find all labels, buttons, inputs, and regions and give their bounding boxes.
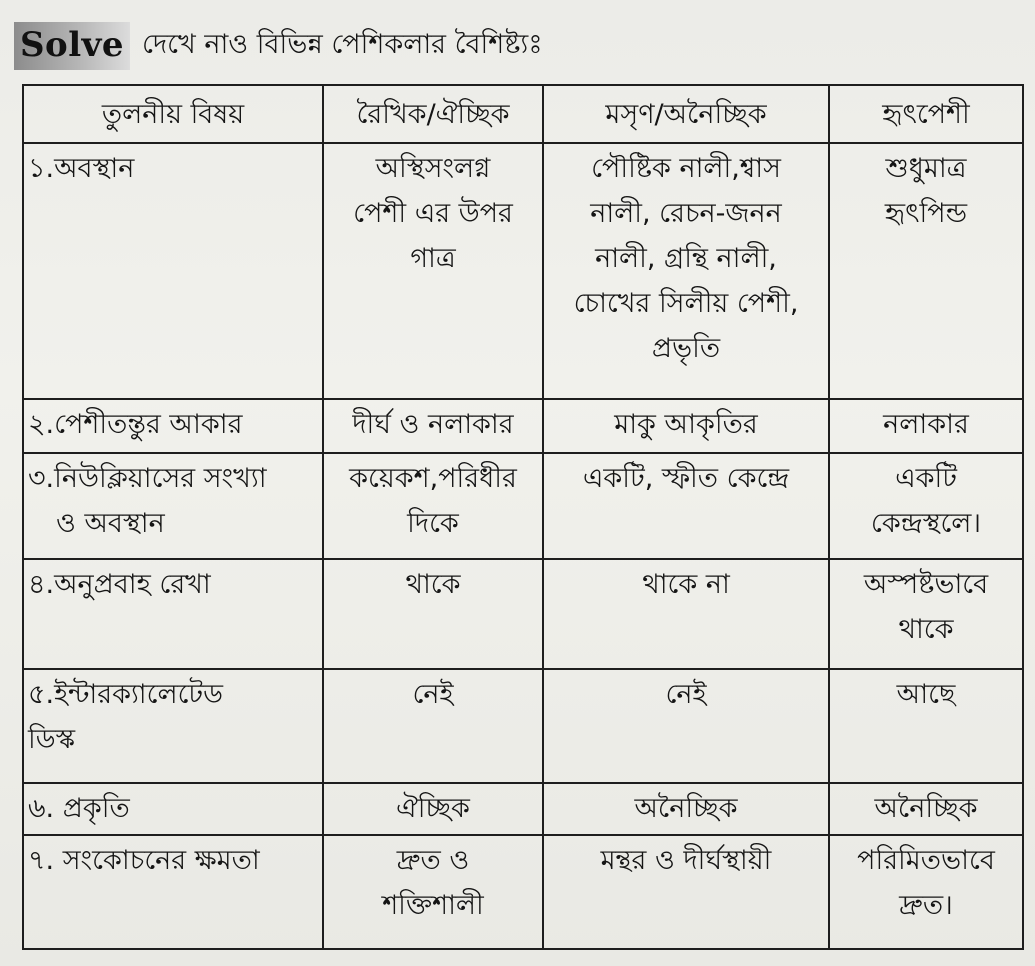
section-heading [14, 20, 543, 72]
cell-cardiac-striations [829, 559, 1023, 669]
table-row [23, 453, 1023, 559]
cell-line: শুধুমাত্র [885, 153, 967, 184]
cell-cardiac-nucleus [829, 453, 1023, 559]
cell-line: ৫.ইন্টারক্যালেটেড [28, 679, 224, 710]
muscle-comparison-table [22, 84, 1024, 950]
cell-smooth-nature [543, 783, 829, 835]
cell-cardiac-position [829, 143, 1023, 399]
cell-line: কয়েকশ,পরিধীর [349, 463, 517, 494]
cell-striated-intercalated-disc [323, 669, 543, 783]
cell-line: নলাকার [883, 409, 969, 440]
row-label-nature [23, 783, 323, 835]
heading-text: দেখে নাও বিভিন্ন পেশিকলার বৈশিষ্ট্যঃ [142, 28, 543, 60]
row-label-striations [23, 559, 323, 669]
column-header-smooth: মসৃণ/অনৈচ্ছিক [543, 85, 829, 143]
table-row [23, 559, 1023, 669]
cell-line: অস্থিসংলগ্ন [375, 153, 491, 184]
cell-smooth-intercalated-disc [543, 669, 829, 783]
cell-line: দ্রুত ও [396, 845, 470, 876]
cell-line: গাত্র [410, 243, 456, 274]
table-row [23, 399, 1023, 453]
cell-striated-striations [323, 559, 543, 669]
cell-smooth-contraction [543, 835, 829, 949]
cell-line: অস্পষ্টভাবে [863, 569, 989, 600]
cell-smooth-nucleus [543, 453, 829, 559]
cell-line: ১.অবস্থান [28, 153, 135, 184]
cell-smooth-position [543, 143, 829, 399]
cell-line: নেই [665, 679, 707, 710]
table-row [23, 143, 1023, 399]
row-label-position [23, 143, 323, 399]
cell-cardiac-nature [829, 783, 1023, 835]
cell-line: ঐচ্ছিক [396, 793, 470, 824]
cell-line: ৭. সংকোচনের ক্ষমতা [28, 845, 260, 876]
cell-line: মন্থর ও দীর্ঘস্থায়ী [600, 845, 772, 876]
cell-line: থাকে [405, 569, 461, 600]
cell-line: প্রভৃতি [651, 333, 721, 364]
cell-line: একটি [895, 463, 957, 494]
cell-line: দ্রুত। [899, 890, 953, 921]
cell-line: দিকে [407, 508, 459, 539]
cell-line: একটি, স্ফীত কেন্দ্রে [582, 463, 790, 494]
row-label-nucleus [23, 453, 323, 559]
cell-line: অনৈচ্ছিক [874, 793, 978, 824]
cell-line: ৩.নিউক্লিয়াসের সংখ্যা [28, 463, 267, 494]
cell-line: আছে [896, 679, 956, 710]
cell-line: চোখের সিলীয় পেশী, [573, 288, 799, 319]
cell-cardiac-intercalated-disc [829, 669, 1023, 783]
cell-line: থাকে [898, 614, 954, 645]
cell-smooth-fiber-shape [543, 399, 829, 453]
cell-line: থাকে না [642, 569, 730, 600]
cell-line: ও অবস্থান [56, 508, 165, 539]
cell-smooth-striations [543, 559, 829, 669]
solve-badge: Solve [14, 22, 130, 70]
cell-line: দীর্ঘ ও নলাকার [352, 409, 514, 440]
cell-cardiac-contraction [829, 835, 1023, 949]
cell-line: ডিস্ক [28, 724, 76, 755]
cell-line: ৪.অনুপ্রবাহ রেখা [28, 569, 211, 600]
row-label-contraction [23, 835, 323, 949]
cell-striated-nature [323, 783, 543, 835]
cell-line: হৃৎপিন্ড [884, 198, 968, 229]
cell-line: শক্তিশালী [382, 890, 484, 921]
row-label-intercalated-disc [23, 669, 323, 783]
cell-line: মাকু আকৃতির [614, 409, 758, 440]
cell-line: পরিমিতভাবে [857, 845, 995, 876]
column-header-striated: রৈখিক/ঐচ্ছিক [323, 85, 543, 143]
cell-line: অনৈচ্ছিক [634, 793, 738, 824]
cell-line: পেশী এর উপর [353, 198, 513, 229]
row-label-fiber-shape [23, 399, 323, 453]
cell-line: পৌষ্টিক নালী,শ্বাস [591, 153, 781, 184]
cell-line: ৬. প্রকৃতি [28, 793, 130, 824]
table-row [23, 669, 1023, 783]
cell-line: নালী, গ্রন্থি নালী, [595, 243, 777, 274]
cell-striated-fiber-shape [323, 399, 543, 453]
cell-line: কেন্দ্রস্থলে। [870, 508, 982, 539]
table-row [23, 835, 1023, 949]
cell-line: ২.পেশীতন্তুর আকার [28, 409, 243, 440]
cell-line: নালী, রেচন-জনন [590, 198, 782, 229]
table-header-row [23, 85, 1023, 143]
cell-striated-position [323, 143, 543, 399]
cell-striated-contraction [323, 835, 543, 949]
table-row [23, 783, 1023, 835]
cell-cardiac-fiber-shape [829, 399, 1023, 453]
cell-striated-nucleus [323, 453, 543, 559]
column-header-subject: তুলনীয় বিষয় [23, 85, 323, 143]
cell-line: নেই [412, 679, 454, 710]
column-header-cardiac: হৃৎপেশী [829, 85, 1023, 143]
